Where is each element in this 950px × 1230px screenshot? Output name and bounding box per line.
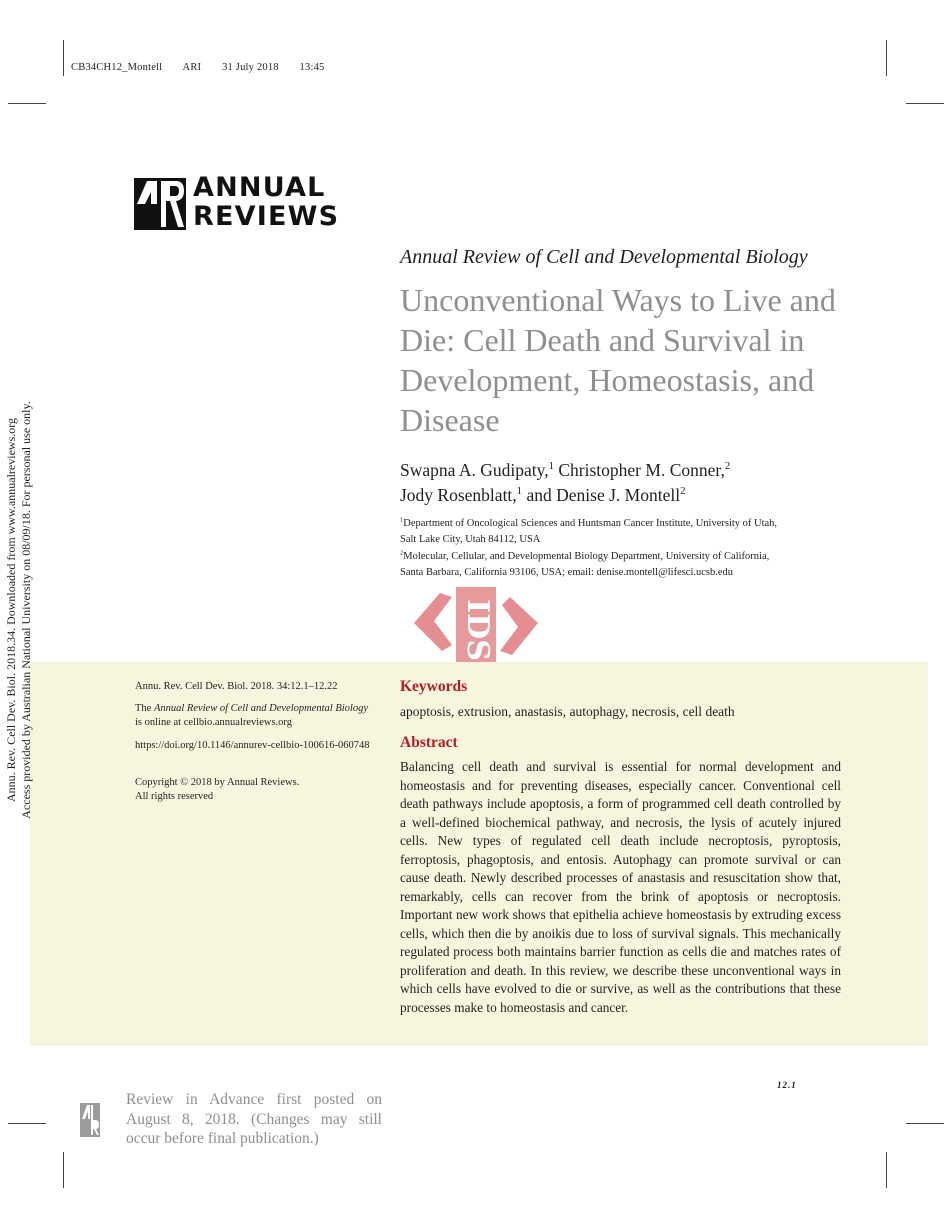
author-list (400, 458, 870, 508)
abstract-heading: Abstract (400, 734, 458, 751)
annual-reviews-small-logo-icon (80, 1103, 100, 1137)
job-id: CB34CH12_Montell (71, 62, 163, 73)
citation: Annu. Rev. Cell Dev. Biol. 2018. 34:12.1–12.22 (135, 681, 338, 692)
affiliation-1: $^1$Department of Oncological Sciences and Huntsman Cancer Institute, University of Utah, (400, 516, 778, 529)
job-code: ARI (182, 62, 202, 73)
crop-mark (886, 1152, 887, 1188)
job-time: 13:45 (299, 62, 325, 73)
download-notice-line: Annu. Rev. Cell Dev. Biol. 2018.34. Downloaded from www.annualreviews.org (4, 417, 18, 803)
online-note: The Annual Review of Cell and Developmental Biology is online at cellbio.annualreviews.org (135, 703, 368, 728)
author-name: and Denise J. Montell (522, 485, 681, 505)
author-affiliation-mark: 1 (548, 460, 554, 473)
author-affiliation-mark: 1 (516, 485, 523, 498)
review-in-advance-notice: Review in Advance first posted on August 8, 2018. (Changes may still occur before final publication.) (126, 1091, 382, 1147)
affiliations (400, 516, 850, 580)
logo-line-reviews: REVIEWS (193, 201, 340, 232)
logo-line-annual: ANNUAL (193, 172, 326, 203)
download-notice-sidebar (4, 390, 40, 830)
annual-reviews-logo-mark (134, 178, 186, 230)
author-affiliation-mark: 2 (724, 460, 731, 473)
crop-mark (63, 40, 64, 76)
header-slug (71, 62, 342, 73)
author-line (400, 483, 870, 508)
annual-reviews-logo-text (193, 173, 339, 231)
crop-mark (906, 1123, 944, 1124)
author-name: Swapna A. Gudipaty, (400, 460, 549, 480)
journal-name: Annual Review of Cell and Developmental Biology (400, 246, 808, 268)
affiliation-2: $^2$Molecular, Cellular, and Developmental Biology Department, University of California, (400, 549, 770, 562)
affiliation-1-cont: Salt Lake City, Utah 84112, USA (400, 533, 541, 545)
doi-link[interactable]: https://doi.org/10.1146/annurev-cellbio-100616-060748 (135, 740, 370, 751)
page-number: 12.1 (777, 1080, 797, 1090)
copyright: Copyright © 2018 by Annual Reviews. All rights reserved (135, 777, 300, 802)
crop-mark (8, 1123, 46, 1124)
abstract-text: Balancing cell death and survival is essential for normal development and homeostasis and for preventing diseases, especially cancer. Conventional cell death pathways include apoptosis, a form of programmed cell death controlled by a well-defined biochemical pathway, and necrosis, the lysis of acutely injured cells. New types of regulated cell death include necroptosis, pyroptosis, ferroptosis, phagoptosis, and entosis. Autophagy can promote survival or can cause death. Newly described processes of anastasis and resuscitation show that, remarkably, cells can recover from the brink of apoptosis or necroptosis. Important new work shows that epithelia achieve homeostasis by extruding excess cells, which then die by anoikis due to loss of survival signals. This mechanically regulated process both maintains barrier function as cells die and matches rates of proliferation and death. In this review, we describe these unconventional ways in which cells have evolved to die or survive, as well as the contributions that these processes make to homeostasis and cancer. (400, 759, 841, 1015)
watermark-text: IDS (460, 599, 495, 661)
affiliation-2-cont: Santa Barbara, California 93106, USA; email: denise.montell@lifesci.ucsb.edu (400, 566, 734, 578)
job-date: 31 July 2018 (222, 62, 279, 73)
access-notice-line: Access provided by Australian National University on 08/09/18. For personal use only. (19, 401, 33, 819)
crop-mark (906, 103, 944, 104)
keywords-list: apoptosis, extrusion, anastasis, autophagy, necrosis, cell death (400, 704, 735, 719)
crop-mark (63, 1152, 64, 1188)
author-line (400, 458, 870, 483)
keywords-heading: Keywords (400, 678, 468, 695)
author-name: Jody Rosenblatt, (400, 485, 517, 505)
author-name: Christopher M. Conner, (554, 460, 725, 480)
crop-mark (886, 40, 887, 76)
author-affiliation-mark: 2 (680, 485, 686, 498)
crop-mark (8, 103, 46, 104)
article-title: Unconventional Ways to Live and Die: Cell Death and Survival in Development, Homeostasis, and Disease (400, 282, 836, 438)
